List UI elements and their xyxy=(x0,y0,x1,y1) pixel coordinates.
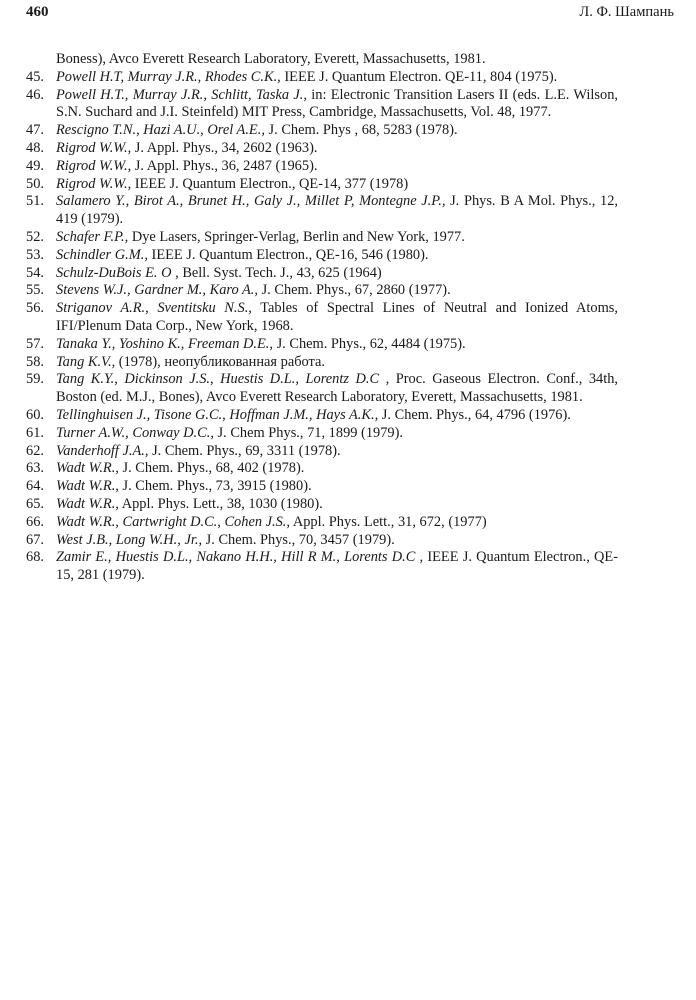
reference-text: J. Chem. Phys , 68, 5283 (1978). xyxy=(264,122,458,139)
reference-item xyxy=(26,247,618,265)
reference-text: J. Appl. Phys., 36, 2487 (1965). xyxy=(131,157,318,174)
reference-text: Dye Lasers, Springer-Verlag, Berlin and New York, 1977. xyxy=(128,228,465,245)
reference-authors: Rigrod W.W., xyxy=(56,139,132,156)
reference-number: 55. xyxy=(26,282,44,299)
reference-item xyxy=(26,158,618,176)
reference-number: 46. xyxy=(26,86,44,103)
reference-item xyxy=(26,265,618,283)
reference-number: 56. xyxy=(26,300,44,317)
reference-text: Tables of Spectral Lines of Neutral and Ionized Atoms, IFI/Plenum Data Corp., New York, 1968. xyxy=(56,300,618,334)
reference-authors: Powell H.T, Murray J.R., Rhodes C.K., xyxy=(56,68,281,85)
reference-text: Proc. Gaseous Electron. Conf., 34th, Boston (ed. M.J., Bones), Avco Everett Research Laboratory, Everett, Massachusetts, 1981. xyxy=(56,371,618,406)
reference-item xyxy=(26,176,618,194)
reference-item xyxy=(26,425,618,443)
reference-item xyxy=(26,336,618,354)
reference-number: 64. xyxy=(26,478,44,495)
reference-item xyxy=(26,514,618,532)
reference-number: 51. xyxy=(26,193,44,210)
reference-item xyxy=(26,193,618,229)
reference-authors: Wadt W.R., xyxy=(56,495,119,512)
reference-number: 65. xyxy=(26,495,44,512)
page-number: 460 xyxy=(26,4,49,20)
reference-text: J. Phys. B A Mol. Phys., 12, 419 (1979). xyxy=(56,193,619,228)
reference-number: 45. xyxy=(26,68,44,85)
reference-authors: Tanaka Y., Yoshino K., Freeman D.E., xyxy=(56,335,273,352)
reference-list xyxy=(26,51,618,585)
reference-item xyxy=(26,460,618,478)
reference-text: Bell. Syst. Tech. J., 43, 625 (1964) xyxy=(178,264,382,281)
reference-item xyxy=(26,371,618,407)
reference-text: IEEE J. Quantum Electron. QE-11, 804 (1975). xyxy=(280,68,558,85)
reference-authors: Schafer F.P., xyxy=(56,228,129,245)
reference-number: 63. xyxy=(26,460,44,477)
reference-number: 66. xyxy=(26,513,44,530)
reference-number: 49. xyxy=(26,157,44,174)
reference-authors: Tellinghuisen J., Tisone G.C., Hoffman J.M., Hays A.K., xyxy=(56,406,379,423)
reference-number: 62. xyxy=(26,442,44,459)
reference-authors: Powell H.T., Murray J.R., Schlitt, Taska J., xyxy=(56,86,307,103)
reference-item xyxy=(26,532,618,550)
reference-authors: Zamir E., Huestis D.L., Nakano H.H., Hill R M., Lorents D.C , xyxy=(56,549,424,566)
reference-item xyxy=(26,122,618,140)
reference-item xyxy=(26,69,618,87)
reference-number: 54. xyxy=(26,264,44,281)
reference-text: IEEE J. Quantum Electron., QE-15, 281 (1979). xyxy=(56,549,618,584)
reference-text: J. Chem. Phys., 69, 3311 (1978). xyxy=(148,442,341,459)
reference-authors: Rigrod W.W., xyxy=(56,157,132,174)
reference-number: 59. xyxy=(26,371,44,388)
reference-authors: Salamero Y., Birot A., Brunet H., Galy J., Millet P, Montegne J.P., xyxy=(56,193,446,210)
reference-item xyxy=(26,140,618,158)
reference-number: 57. xyxy=(26,335,44,352)
reference-authors: Rescigno T.N., Hazi A.U., Orel A.E., xyxy=(56,122,265,139)
reference-authors: Wadt W.R., Cartwright D.C., Cohen J.S., xyxy=(56,513,291,530)
reference-item xyxy=(26,229,618,247)
reference-text: J. Chem. Phys., 68, 402 (1978). xyxy=(118,460,305,477)
reference-number: 68. xyxy=(26,549,44,566)
reference-item xyxy=(26,496,618,514)
reference-authors: Turner A.W., Conway D.C., xyxy=(56,424,214,441)
reference-authors: Schulz-DuBois E. O , xyxy=(56,264,179,281)
reference-number: 50. xyxy=(26,175,44,192)
page-header xyxy=(26,4,674,26)
reference-authors: Stevens W.J., Gardner M., Karo A., xyxy=(56,282,258,299)
reference-item xyxy=(26,300,618,336)
reference-authors: Tang K.V., xyxy=(56,353,116,370)
reference-item xyxy=(26,407,618,425)
reference-number: 60. xyxy=(26,406,44,423)
reference-authors: Striganov A.R., Sventitsku N.S., xyxy=(56,300,252,317)
reference-text: Appl. Phys. Lett., 38, 1030 (1980). xyxy=(118,495,323,512)
reference-authors: Wadt W.R., xyxy=(56,460,119,477)
reference-authors: Vanderhoff J.A., xyxy=(56,442,149,459)
reference-item xyxy=(26,443,618,461)
reference-authors: Wadt W.R., xyxy=(56,478,119,495)
reference-text: J. Chem. Phys., 70, 3457 (1979). xyxy=(202,531,395,548)
reference-text: J. Chem. Phys., 64, 4796 (1976). xyxy=(378,406,571,423)
reference-number: 58. xyxy=(26,353,44,370)
reference-item xyxy=(26,51,618,69)
reference-text: J. Chem. Phys., 67, 2860 (1977). xyxy=(257,282,451,299)
reference-text: J. Chem. Phys., 73, 3915 (1980). xyxy=(118,478,312,495)
reference-text: J. Appl. Phys., 34, 2602 (1963). xyxy=(131,139,318,156)
reference-text: in: Electronic Transition Lasers II (eds. L.E. Wilson, S.N. Suchard and J.I. Steinfeld) MIT Press, Cambridge, Massachusetts, Vol. 48, 1977. xyxy=(56,86,618,121)
reference-number: 47. xyxy=(26,122,44,139)
reference-item xyxy=(26,478,618,496)
reference-number: 61. xyxy=(26,424,44,441)
reference-text: (1978), неопубликованная работа. xyxy=(115,353,326,370)
reference-item xyxy=(26,282,618,300)
reference-number: 67. xyxy=(26,531,44,548)
reference-item xyxy=(26,549,618,585)
reference-text: Appl. Phys. Lett., 31, 672, (1977) xyxy=(290,513,487,530)
reference-number: 52. xyxy=(26,228,44,245)
reference-text: J. Chem Phys., 71, 1899 (1979). xyxy=(213,424,404,441)
reference-authors: West J.B., Long W.H., Jr., xyxy=(56,531,203,548)
reference-text: IEEE J. Quantum Electron., QE-14, 377 (1978) xyxy=(131,175,409,192)
reference-authors: Rigrod W.W., xyxy=(56,175,132,192)
reference-item xyxy=(26,354,618,372)
running-head: Л. Ф. Шампань xyxy=(579,4,674,20)
reference-authors: Tang K.Y., Dickinson J.S., Huestis D.L., Lorentz D.C , xyxy=(56,371,390,388)
reference-number: 53. xyxy=(26,246,44,263)
reference-item xyxy=(26,87,618,123)
reference-text: Boness), Avco Everett Research Laboratory, Everett, Massachusetts, 1981. xyxy=(56,51,486,67)
reference-number: 48. xyxy=(26,139,44,156)
reference-text: IEEE J. Quantum Electron., QE-16, 546 (1980). xyxy=(147,246,429,263)
reference-authors: Schindler G.M., xyxy=(56,246,148,263)
reference-text: J. Chem. Phys., 62, 4484 (1975). xyxy=(272,335,466,352)
